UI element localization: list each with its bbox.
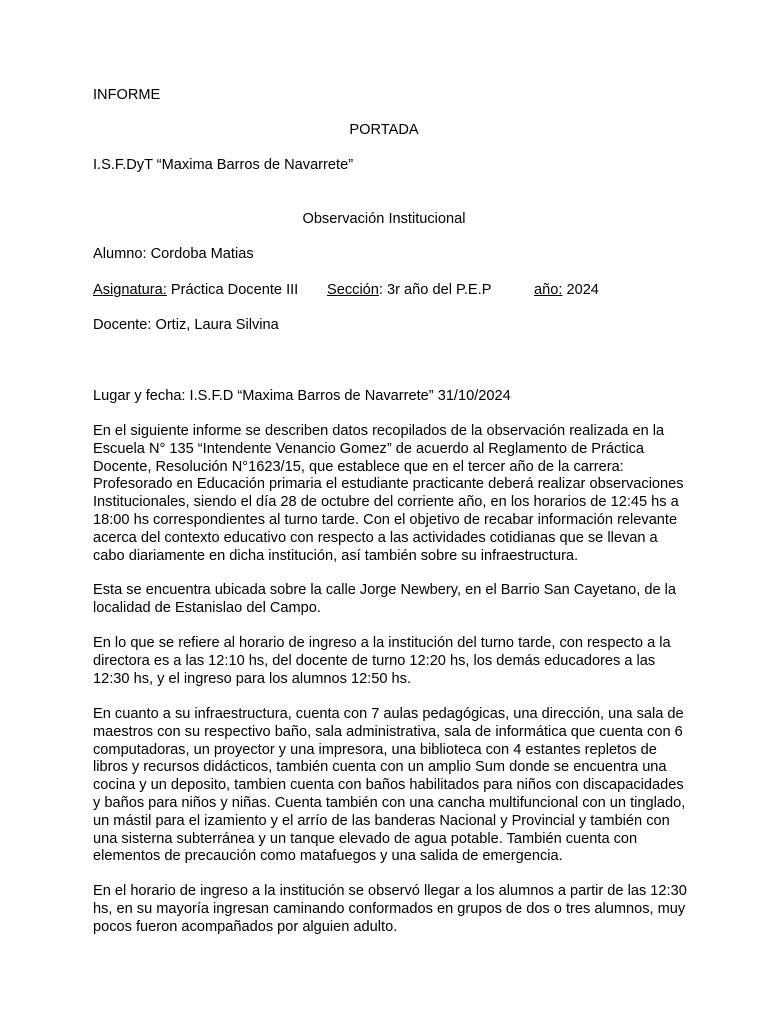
paragraph-line: acerca del contexto educativo con respecto a las actividades cotidianas que se llevan a: [93, 529, 658, 546]
paragraph-line: hs, en su mayoría ingresan caminando conformados en grupos de dos o tres alumnos, muy: [93, 900, 686, 917]
paragraph-infrastructure: [93, 706, 686, 866]
paragraph-line: En lo que se refiere al horario de ingreso a la institución del turno tarde, con respecto a la: [93, 635, 671, 651]
paragraph-line: Institucionales, siendo el día 28 de octubre del corriente año, en los horarios de 12:45 hs a: [93, 494, 679, 511]
paragraph-location: [93, 582, 678, 618]
cover-label: PORTADA: [349, 122, 419, 138]
section-field: [327, 282, 491, 300]
year-value: 2024: [562, 282, 599, 298]
year-field: [534, 282, 599, 300]
paragraph-line: 18:00 hs correspondientes al turno tarde. Con el objetivo de recabar información relevante: [93, 511, 678, 528]
paragraph-schedule: [93, 635, 678, 688]
subject-value: Práctica Docente III: [166, 282, 299, 298]
subject-field: [93, 282, 298, 300]
paragraph-line: libros y recursos didácticos, también cuenta con un amplio Sum donde se encuentra una: [93, 759, 667, 776]
section-label: Sección: [327, 282, 379, 298]
paragraph-line: En el siguiente informe se describen datos recopilados de la observación realizada en la: [93, 423, 665, 439]
paragraph-line: directora es a las 12:10 hs, del docente de turno 12:20 hs, los demás educadores a las: [93, 652, 656, 669]
paragraph-line: 12:30 hs, y el ingreso para los alumnos 12:50 hs.: [93, 670, 412, 687]
paragraph-line: elementos de precaución como matafuegos y una salida de emergencia.: [93, 848, 563, 865]
paragraph-line: Esta se encuentra ubicada sobre la calle Jorge Newbery, en el Barrio San Cayetano, de la: [93, 582, 677, 598]
section-value: : 3r año del P.E.P: [378, 282, 492, 298]
paragraph-line: localidad de Estanislao del Campo.: [93, 599, 321, 616]
paragraph-intro: [93, 423, 684, 565]
document-heading: INFORME: [93, 87, 161, 103]
institution-name: I.S.F.DyT “Maxima Barros de Navarrete”: [93, 157, 354, 173]
paragraph-line: En el horario de ingreso a la institución se observó llegar a los alumnos a partir de las 12:30: [93, 883, 687, 899]
paragraph-line: un mástil para el izamiento y el arrío de las banderas Nacional y Provincial y también con: [93, 812, 670, 829]
paragraph-line: Profesorado en Educación primaria el estudiante practicante deberá realizar observaciones: [93, 476, 684, 493]
paragraph-arrival: [93, 883, 687, 936]
paragraph-line: cabo diariamente en dicha institución, así también sobre su infraestructura.: [93, 547, 579, 564]
paragraph-line: Escuela N° 135 “Intendente Venancio Gomez” de acuerdo al Reglamento de Práctica: [93, 440, 644, 457]
document-title: Observación Institucional: [302, 211, 466, 227]
paragraph-line: En cuanto a su infraestructura, cuenta con 7 aulas pedagógicas, una dirección, una sala de: [93, 706, 684, 722]
paragraph-line: y baños para niños y niñas. Cuenta también con una cancha multifuncional con un tinglado,: [93, 794, 686, 811]
paragraph-line: una sisterna subterránea y un tanque elevado de agua potable. También cuenta con: [93, 830, 638, 847]
paragraph-line: computadoras, un proyector y una impresora, una biblioteca con 4 estantes repletos de: [93, 741, 657, 758]
paragraph-line: Docente, Resolución N°1623/15, que establece que en el tercer año de la carrera:: [93, 458, 624, 475]
paragraph-line: pocos fueron acompañados por alguien adulto.: [93, 918, 398, 935]
subject-label: Asignatura:: [93, 282, 167, 298]
student-name: Alumno: Cordoba Matias: [93, 246, 254, 262]
paragraph-line: cocina y un deposito, tambien cuenta con baños habilitados para niños con discapacidades: [93, 777, 684, 794]
teacher-name: Docente: Ortiz, Laura Silvina: [93, 317, 279, 333]
paragraph-line: maestros con su respectivo baño, sala administrativa, sala de informática que cuenta con 6: [93, 723, 683, 740]
year-label: año:: [534, 282, 563, 298]
place-and-date: Lugar y fecha: I.S.F.D “Maxima Barros de Navarrete” 31/10/2024: [93, 388, 511, 404]
